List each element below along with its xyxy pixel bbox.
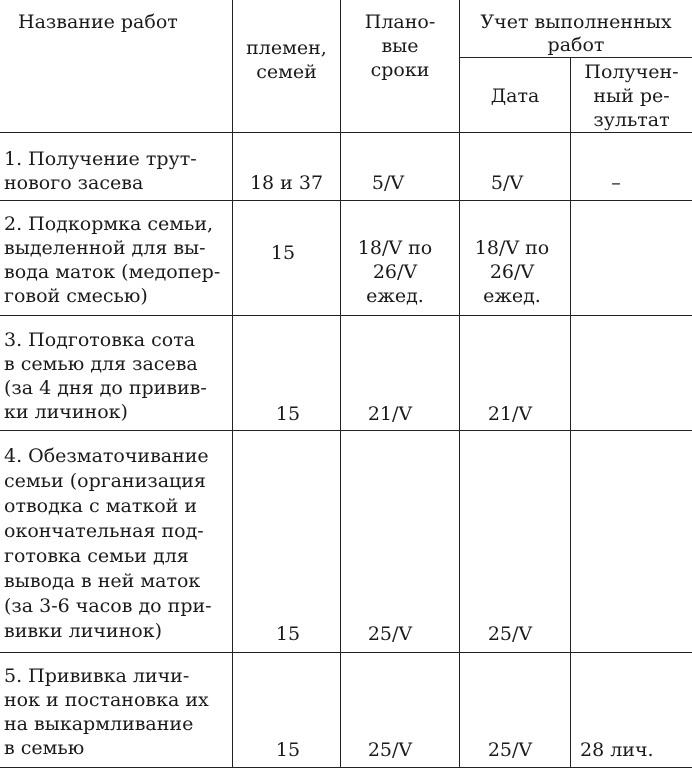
row-4-date: 25/V xyxy=(487,623,533,645)
row-4-name-line6: вывода в ней маток xyxy=(4,570,201,592)
row-3-date: 21/V xyxy=(487,403,533,425)
row-5-result: 28 лич. xyxy=(580,739,654,761)
col-divider-1 xyxy=(232,0,233,768)
row-2-date-line3: ежед. xyxy=(483,285,541,307)
row-4-name-line3: отводка с маткой и xyxy=(4,495,198,517)
header-result-line2: ный ре- xyxy=(593,85,670,107)
row-2-plan-line2: 26/V xyxy=(372,261,418,283)
row-3-families: 15 xyxy=(275,403,301,425)
row-4-name-line7: (за 3-6 часов до при- xyxy=(4,595,212,617)
row-rule-3 xyxy=(0,430,692,431)
row-2-name-line4: говой смесью) xyxy=(4,285,148,307)
row-1-families: 18 и 37 xyxy=(249,172,324,194)
row-4-name-line2: семьи (организация xyxy=(4,470,206,492)
row-2-date-line1: 18/V по xyxy=(474,237,550,259)
row-2-name-line1: 2. Подкормка семьи, xyxy=(4,213,214,235)
row-1-result: – xyxy=(611,172,621,194)
row-5-name-line3: на выкармливание xyxy=(4,713,194,735)
col-divider-2 xyxy=(340,0,341,768)
row-4-families: 15 xyxy=(275,623,301,645)
row-4-name-line5: готовка семьи для xyxy=(4,545,189,567)
header-result-line3: зультат xyxy=(593,109,670,131)
row-5-plan: 25/V xyxy=(367,739,413,761)
row-5-name-line2: нок и постановка их xyxy=(4,689,209,711)
row-4-name-line1: 4. Обезматочивание xyxy=(4,445,209,467)
row-1-plan: 5/V xyxy=(371,172,405,194)
header-families-line1: племен, xyxy=(246,37,327,59)
header-plan-line3: сроки xyxy=(370,59,430,81)
row-5-name-line4: в семью xyxy=(4,737,85,759)
row-4-plan: 25/V xyxy=(367,623,413,645)
row-4-name-line8: вивки личинок) xyxy=(4,620,162,642)
header-bottom-rule xyxy=(0,132,692,133)
row-2-date-line2: 26/V xyxy=(489,261,535,283)
row-2-plan-line3: ежед. xyxy=(366,285,424,307)
row-4-name-line4: окончательная под- xyxy=(4,520,204,542)
row-1-date: 5/V xyxy=(490,172,524,194)
header-plan-line2: вые xyxy=(381,35,419,57)
row-1-name-line1: 1. Получение трут- xyxy=(4,148,197,170)
row-3-name-line4: ки личинок) xyxy=(4,401,128,423)
header-families-line2: семей xyxy=(256,61,317,83)
header-plan-line1: Плано- xyxy=(364,11,436,33)
row-rule-2 xyxy=(0,315,692,316)
row-1-name-line2: нового засева xyxy=(4,172,144,194)
col-divider-3 xyxy=(459,0,460,768)
row-2-name-line3: вода маток (медопер- xyxy=(4,261,221,283)
header-work-name: Название работ xyxy=(18,11,178,33)
table-bottom-rule xyxy=(0,767,692,768)
col-divider-4 xyxy=(570,57,571,768)
row-2-plan-line1: 18/V по xyxy=(357,237,433,259)
row-2-name-line2: выделенной для вы- xyxy=(4,237,206,259)
row-3-name-line3: (за 4 дня до привив- xyxy=(4,377,207,399)
row-5-name-line1: 5. Прививка личи- xyxy=(4,665,190,687)
row-rule-4 xyxy=(0,652,692,653)
row-3-name-line2: в семью для засева xyxy=(4,353,198,375)
header-date: Дата xyxy=(490,85,540,107)
row-3-name-line1: 3. Подготовка сота xyxy=(4,329,196,351)
group-rule xyxy=(459,57,692,58)
header-group-line2: работ xyxy=(547,34,605,56)
header-result-line1: Получен- xyxy=(584,61,679,83)
header-group-line1: Учет выполненных xyxy=(480,11,672,33)
row-3-plan: 21/V xyxy=(367,403,413,425)
row-5-families: 15 xyxy=(275,739,301,761)
row-2-families: 15 xyxy=(270,242,296,264)
row-rule-1 xyxy=(0,200,692,201)
row-5-date: 25/V xyxy=(487,739,533,761)
